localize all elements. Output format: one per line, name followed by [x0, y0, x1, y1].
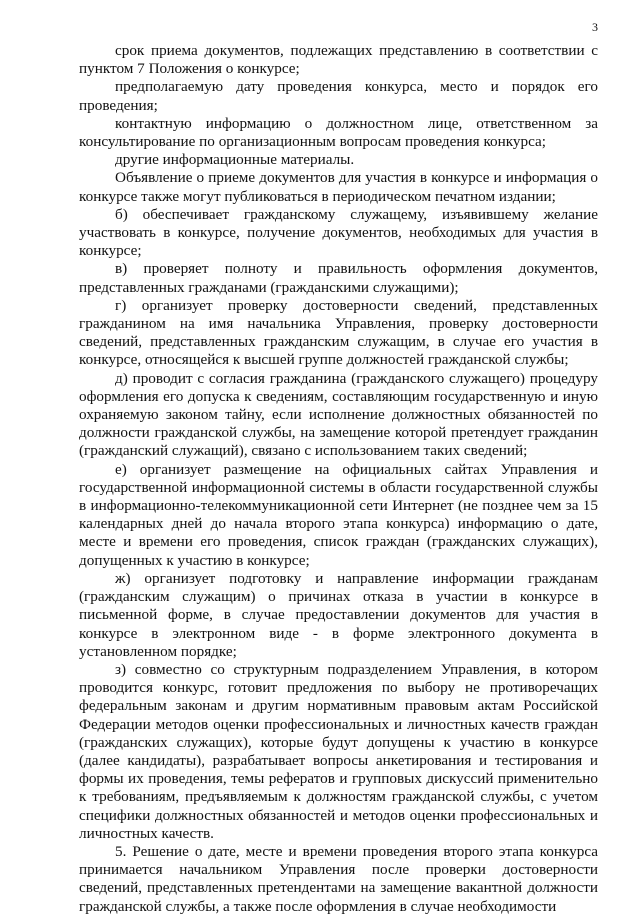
- paragraph-contest-date: предполагаемую дату проведения конкурса, место и порядок его проведения;: [79, 78, 598, 114]
- paragraph-contact-info: контактную информацию о должностном лице, ответственном за консультирование по организационным вопросам проведения конкурса;: [79, 114, 598, 151]
- paragraph-item-g: г) организует проверку достоверности сведений, представленных гражданином на имя начальника Управления, проверку достоверности сведений, представленных гражданским служащим, в случае его участия в конкурсе, относящейся к высшей группе должностей гражданской службы;: [79, 296, 598, 369]
- paragraph-announcement: Объявление о приеме документов для участия в конкурсе и информация о конкурсе также могут публиковаться в периодическом печатном издании;: [79, 169, 598, 205]
- paragraph-submission-deadline: срок приема документов, подлежащих представлению в соответствии с пунктом 7 Положения о конкурсе;: [79, 42, 598, 78]
- paragraph-other-materials: другие информационные материалы.: [115, 151, 355, 169]
- page-number: 3: [592, 20, 598, 34]
- paragraph-item-b: б) обеспечивает гражданскому служащему, изъявившему желание участвовать в конкурсе, получение документов, необходимых для участия в конкурсе;: [79, 205, 598, 260]
- paragraph-item-z: з) совместно со структурным подразделением Управления, в котором проводится конкурс, готовит предложения по выбору не противоречащих федеральным законам и другим нормативным правовым актам Российской Федерации методов оценки профессиональных и личностных качеств граждан (гражданских служащих), которые будут допущены к участию в конкурсе (далее кандидаты), разрабатывает вопросы анкетирования и тестирования и формы их проведения, темы рефератов и групповых дискуссий применительно к требованиям, предъявляемым к должностям гражданской службы, с учетом специфики должностных обязанностей и методов оценки профессиональных и личностных качеств.: [79, 660, 598, 842]
- paragraph-item-v: в) проверяет полноту и правильность оформления документов, представленных гражданами (гражданскими служащими);: [79, 260, 598, 296]
- paragraph-item-zh: ж) организует подготовку и направление информации гражданам (гражданским служащим) о причинах отказа в участии в конкурсе в письменной форме, в случае предоставлении документов для участия в конкурсе в электронном виде - в форме электронного документа в установленном порядке;: [79, 569, 598, 660]
- paragraph-item-d: д) проводит с согласия гражданина (гражданского служащего) процедуру оформления его допуска к сведениям, составляющим государственную и иную охраняемую законом тайну, если исполнение должностных обязанностей по должности гражданской службы, на замещение которой претендует гражданин (гражданский служащий), связано с использованием таких сведений;: [79, 369, 598, 460]
- paragraph-item-e: е) организует размещение на официальных сайтах Управления и государственной информационной системы в области государственной службы в информационно-телекоммуникационной сети Интернет (не позднее чем за 15 календарных дней до начала второго этапа конкурса) информацию о дате, месте и времени его проведения, список граждан (гражданских служащих), допущенных к участию в конкурсе;: [79, 460, 598, 569]
- paragraph-section-5: 5. Решение о дате, месте и времени проведения второго этапа конкурса принимается начальником Управления после проверки достоверности сведений, представленных претендентами на замещение вакантной должности гражданской службы, а также после оформления в случае необходимости: [79, 842, 598, 915]
- document-body: [79, 42, 598, 916]
